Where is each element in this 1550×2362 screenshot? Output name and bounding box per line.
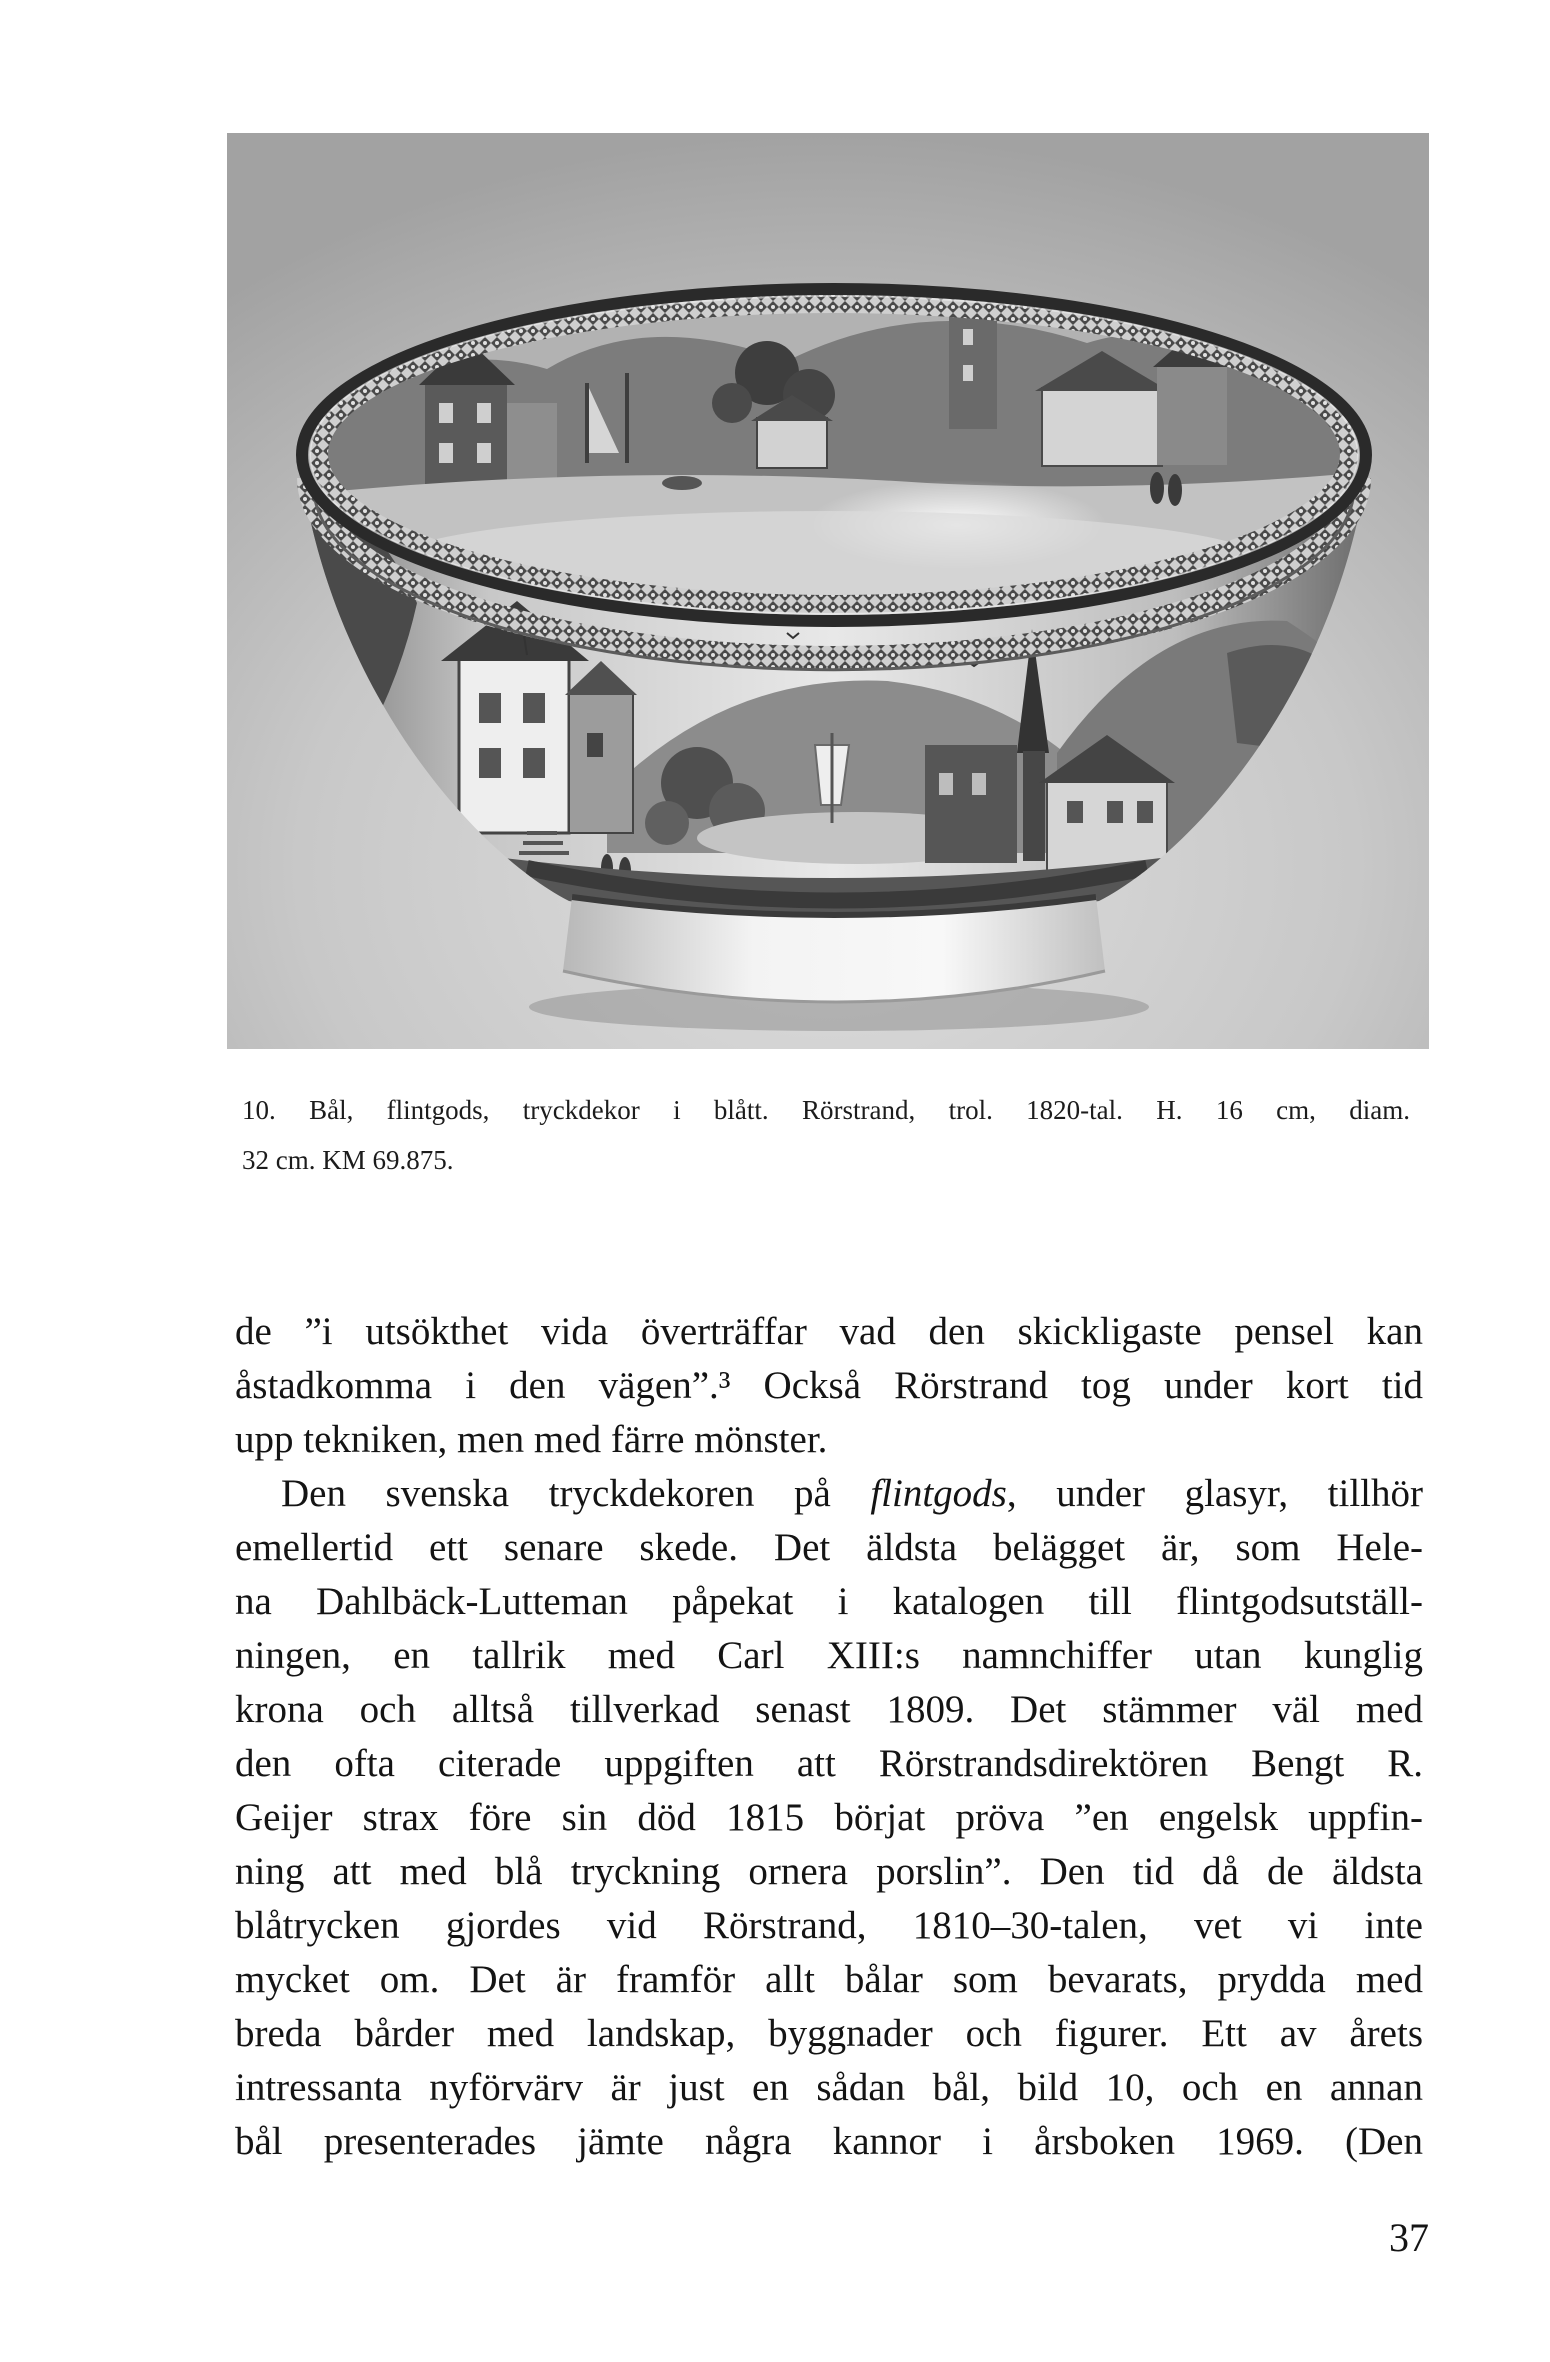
text-line: intressanta nyförvärv är just en sådan bål, bild 10, och en annan [235, 2066, 1423, 2109]
page-number: 37 [1389, 2215, 1429, 2260]
text-line [235, 1467, 1423, 1521]
text-line: ningen, en tallrik med Carl XIII:s namnchiffer utan kunglig [235, 1634, 1423, 1677]
text-line: Geijer strax före sin död 1815 börjat pröva ”en engelsk uppfin- [235, 1796, 1423, 1839]
bowl-foot [563, 897, 1105, 1002]
text-line: de ”i utsökthet vida överträffar vad den skickligaste pensel kan [235, 1310, 1423, 1353]
text-line: den ofta citerade uppgiften att Rörstrandsdirektören Bengt R. [235, 1742, 1423, 1785]
caption-line: 32 cm. KM 69.875. [242, 1145, 454, 1175]
text-line: breda bårder med landskap, byggnader och figurer. Ett av årets [235, 2012, 1423, 2055]
caption-line: 10. Bål, flintgods, tryckdekor i blått. Rörstrand, trol. 1820-tal. H. 16 cm, diam. [242, 1095, 1410, 1125]
bowl-photo [227, 133, 1429, 1049]
figure-caption [242, 1085, 1410, 1185]
italic-term: flintgods [870, 1472, 1007, 1515]
text-line: åstadkomma i den vägen”.³ Också Rörstrand tog under kort tid [235, 1364, 1423, 1407]
text-line: upp tekniken, men med färre mönster. [235, 1418, 828, 1461]
text-line: mycket om. Det är framför allt bålar som bevarats, prydda med [235, 1958, 1423, 2001]
text-line: ning att med blå tryckning ornera porslin”. Den tid då de äldsta [235, 1850, 1423, 1893]
figure-10-photo [227, 133, 1429, 1049]
text-span: , under glasyr, tillhör [1006, 1472, 1424, 1515]
text-line: emellertid ett senare skede. Det äldsta belägget är, som Hele- [235, 1526, 1423, 1569]
text-span: Den svenska tryckdekoren på [281, 1472, 871, 1515]
text-line: blåtrycken gjordes vid Rörstrand, 1810–30-talen, vet vi inte [235, 1904, 1423, 1947]
text-line: na Dahlbäck-Lutteman påpekat i katalogen till flintgodsutställ- [235, 1580, 1423, 1623]
text-line: bål presenterades jämte några kannor i årsboken 1969. (Den [235, 2120, 1423, 2163]
body-text [235, 1305, 1423, 2169]
text-line: krona och alltså tillverkad senast 1809. Det stämmer väl med [235, 1688, 1423, 1731]
